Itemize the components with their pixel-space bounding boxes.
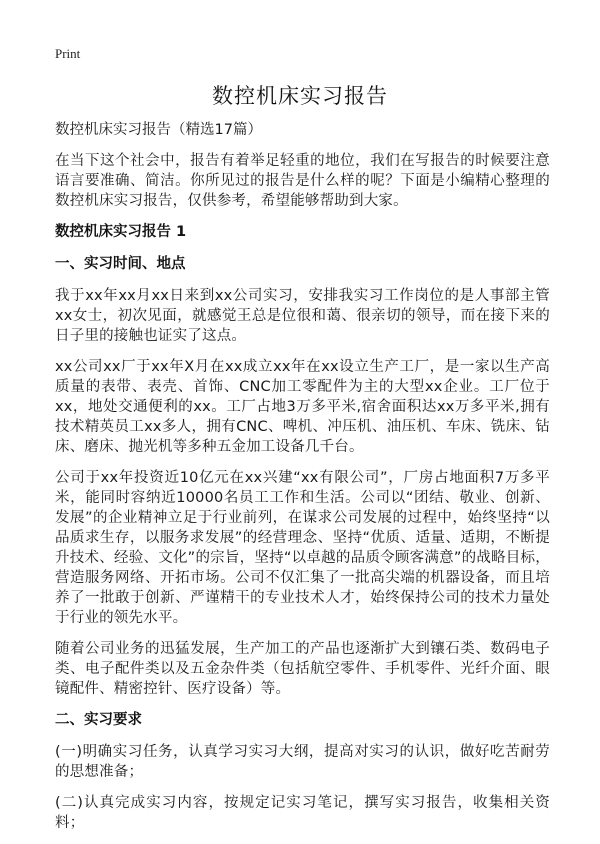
document-title: 数控机床实习报告 <box>212 84 388 108</box>
print-label: Print <box>55 46 81 61</box>
body-paragraph: 随着公司业务的迅猛发展，生产加工的产品也逐渐扩大到镶石类、数码电子类、电子配件类以及五金杂件类（包括航空零件、手机零件、光纤介面、眼镜配件、精密控针、医疗设备）等。 <box>55 641 550 697</box>
body-paragraph: 我于xx年xx月xx日来到xx公司实习，安排我实习工作岗位的是人事部主管xx女士，初次见面，就感觉王总是位很和蔼、很亲切的领导，而在接下来的日子里的接触也证实了这点。 <box>55 288 550 344</box>
requirement-item: (一)明确实习任务，认真学习实习大纲，提高对实习的认识，做好吃苦耐劳的思想准备； <box>55 744 550 780</box>
document-body <box>55 120 550 844</box>
report-heading: 数控机床实习报告 1 <box>55 224 187 240</box>
body-paragraph: xx公司xx厂于xx年X月在xx成立xx年在xx设立生产工厂，是一家以生产高质量的表带、表壳、首饰、CNC加工零配件为主的大型xx企业。工厂位于xx，地处交通便利的xx。工厂占地3万多平米,宿舍面积达xx万多平米,拥有技术精英员工xx多人，拥有CNC、啤机、冲压机、油压机、车床、铣床、钻床、磨床、抛光机等多种五金加工设备几千台。 <box>55 359 550 455</box>
body-paragraph: 公司于xx年投资近10亿元在xx兴建“xx有限公司”，厂房占地面积7万多平米，能同时容纳近10000名员工工作和生活。公司以“团结、敬业、创新、发展”的企业精神立足于行业前列，在谋求公司发展的过程中，始终坚持“以品质求生存，以服务求发展”的经营理念、坚持“优质、适量、适期，不断提升技术、经验、文化”的宗旨，坚持“以卓越的品质令顾客满意”的战略目标，营造服务网络、开拓市场。公司不仅汇集了一批高尖端的机器设备，而且培养了一批敢于创新、严谨精干的专业技术人才，始终保持公司的技术力量处于行业的领先水平。 <box>55 470 550 626</box>
requirement-item: (二)认真完成实习内容，按规定记实习笔记，撰写实习报告，收集相关资料； <box>55 795 550 831</box>
intro-paragraph: 在当下这个社会中，报告有着举足轻重的地位，我们在写报告的时候要注意语言要准确、简洁。你所见过的报告是什么样的呢？下面是小编精心整理的数控机床实习报告，仅供参考，希望能够帮助到大家。 <box>55 153 550 209</box>
section-heading-requirements: 二、实习要求 <box>55 712 142 728</box>
section-heading-time-location: 一、实习时间、地点 <box>55 256 186 272</box>
document-subtitle: 数控机床实习报告（精选17篇） <box>55 122 262 138</box>
